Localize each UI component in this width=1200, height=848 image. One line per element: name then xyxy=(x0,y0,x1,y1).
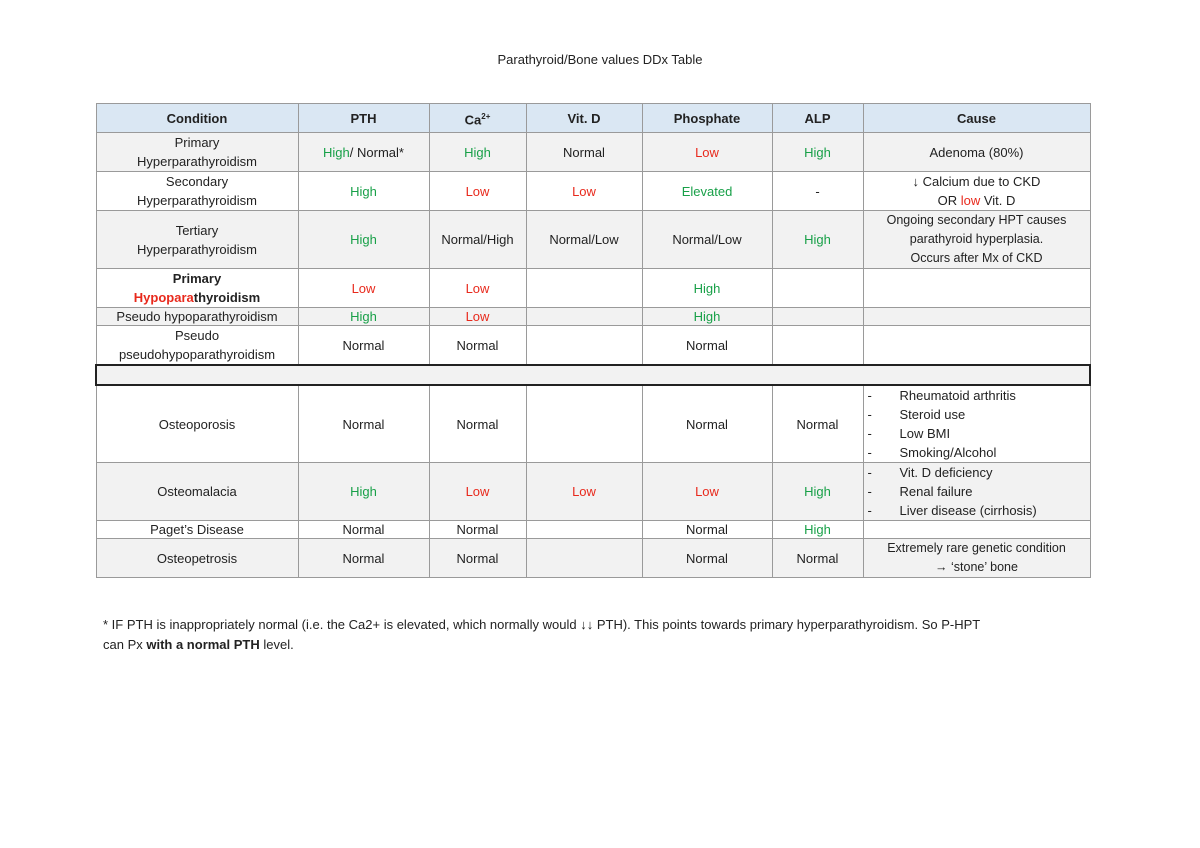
vitd-cell xyxy=(526,269,642,308)
pth-cell: Low xyxy=(298,269,429,308)
separator-row xyxy=(96,365,1090,385)
header-condition: Condition xyxy=(96,104,298,133)
table-row xyxy=(96,269,1090,308)
table-row xyxy=(96,133,1090,172)
vitd-cell: Normal xyxy=(526,133,642,172)
condition-cell: Primary Hyperparathyroidism xyxy=(96,133,298,172)
vitd-cell xyxy=(526,521,642,539)
list-item: - Vit. D deficiency xyxy=(867,465,993,480)
cause-list xyxy=(868,386,1086,462)
pth-cell: High/ Normal* xyxy=(298,133,429,172)
pth-cell: High xyxy=(298,308,429,326)
table-row xyxy=(96,539,1090,578)
phosphate-cell: High xyxy=(642,269,772,308)
header-pth: PTH xyxy=(298,104,429,133)
ca-cell: Low xyxy=(429,463,526,521)
cause-cell xyxy=(863,269,1090,308)
ca-cell: Normal xyxy=(429,385,526,463)
table-row xyxy=(96,211,1090,269)
cause-cell: Extremely rare genetic condition → ‘stone’ bone xyxy=(863,539,1090,578)
header-ca: $Ca^{2+}$ xyxy=(429,104,526,133)
alp-cell: Normal xyxy=(772,385,863,463)
phosphate-cell: Low xyxy=(642,133,772,172)
phosphate-cell: High xyxy=(642,308,772,326)
table-row xyxy=(96,308,1090,326)
table-row xyxy=(96,172,1090,211)
alp-cell xyxy=(772,269,863,308)
vitd-cell: Low xyxy=(526,172,642,211)
phosphate-cell: Normal/Low xyxy=(642,211,772,269)
condition-cell: Osteomalacia xyxy=(96,463,298,521)
ca-cell: Normal/High xyxy=(429,211,526,269)
vitd-cell xyxy=(526,385,642,463)
phosphate-cell: Normal xyxy=(642,326,772,366)
alp-cell: - xyxy=(772,172,863,211)
pth-cell: High xyxy=(298,211,429,269)
ca-cell: High xyxy=(429,133,526,172)
alp-cell: High xyxy=(772,211,863,269)
condition-cell: Tertiary Hyperparathyroidism xyxy=(96,211,298,269)
condition-cell: Pseudo hypoparathyroidism xyxy=(96,308,298,326)
pth-cell: High xyxy=(298,172,429,211)
ca-cell: Normal xyxy=(429,539,526,578)
footnote-line-2: can Px with a normal PTH level. xyxy=(103,637,294,652)
table-row xyxy=(96,521,1090,539)
vitd-cell xyxy=(526,326,642,366)
list-item: - Steroid use xyxy=(867,407,966,422)
phosphate-cell: Elevated xyxy=(642,172,772,211)
header-vitd: Vit. D xyxy=(526,104,642,133)
header-alp: ALP xyxy=(772,104,863,133)
phosphate-cell: Normal xyxy=(642,521,772,539)
list-item: - Liver disease (cirrhosis) xyxy=(867,503,1037,518)
ca-cell: Normal xyxy=(429,521,526,539)
header-row xyxy=(96,104,1090,133)
vitd-cell: Normal/Low xyxy=(526,211,642,269)
ca-cell: Low xyxy=(429,172,526,211)
alp-cell xyxy=(772,326,863,366)
condition-cell: Pseudo pseudohypoparathyroidism xyxy=(96,326,298,366)
condition-cell: Primary Hypoparathyroidism xyxy=(96,269,298,308)
cause-cell xyxy=(863,326,1090,366)
ca-cell: Normal xyxy=(429,326,526,366)
table-row xyxy=(96,326,1090,366)
cause-cell xyxy=(863,521,1090,539)
vitd-cell: Low xyxy=(526,463,642,521)
pth-cell: Normal xyxy=(298,521,429,539)
table-row xyxy=(96,463,1090,521)
alp-cell: Normal xyxy=(772,539,863,578)
footnote xyxy=(103,615,1093,655)
cause-cell: Adenoma (80%) xyxy=(863,133,1090,172)
page-title: Parathyroid/Bone values DDx Table xyxy=(497,52,703,67)
cause-list xyxy=(868,463,1086,520)
condition-cell: Paget’s Disease xyxy=(96,521,298,539)
cause-cell xyxy=(863,385,1090,463)
cause-cell: Ongoing secondary HPT causes parathyroid hyperplasia. Occurs after Mx of CKD xyxy=(863,211,1090,269)
header-phosphate: Phosphate xyxy=(642,104,772,133)
alp-cell: High xyxy=(772,521,863,539)
list-item: - Smoking/Alcohol xyxy=(867,445,997,460)
separator-cell xyxy=(96,365,1090,385)
pth-cell: Normal xyxy=(298,385,429,463)
phosphate-cell: Normal xyxy=(642,539,772,578)
cause-cell xyxy=(863,463,1090,521)
alp-cell: High xyxy=(772,133,863,172)
ca-cell: Low xyxy=(429,269,526,308)
pth-cell: Normal xyxy=(298,326,429,366)
table-row xyxy=(96,385,1090,463)
list-item: - Low BMI xyxy=(867,426,951,441)
cause-cell: ↓ Calcium due to CKD OR low Vit. D xyxy=(863,172,1090,211)
phosphate-cell: Low xyxy=(642,463,772,521)
condition-cell: Secondary Hyperparathyroidism xyxy=(96,172,298,211)
list-item: - Rheumatoid arthritis xyxy=(867,388,1016,403)
ddx-table xyxy=(95,103,1091,578)
list-item: - Renal failure xyxy=(867,484,973,499)
ca-cell: Low xyxy=(429,308,526,326)
alp-cell: High xyxy=(772,463,863,521)
pth-cell: High xyxy=(298,463,429,521)
condition-cell: Osteoporosis xyxy=(96,385,298,463)
header-cause: Cause xyxy=(863,104,1090,133)
vitd-cell xyxy=(526,308,642,326)
pth-cell: Normal xyxy=(298,539,429,578)
cause-cell xyxy=(863,308,1090,326)
phosphate-cell: Normal xyxy=(642,385,772,463)
vitd-cell xyxy=(526,539,642,578)
alp-cell xyxy=(772,308,863,326)
condition-cell: Osteopetrosis xyxy=(96,539,298,578)
footnote-line-1: * IF PTH is inappropriately normal (i.e. the Ca2+ is elevated, which normally would ↓↓ PTH). This points towards primary hyperparathyroidism. So P-HPT xyxy=(103,617,981,632)
